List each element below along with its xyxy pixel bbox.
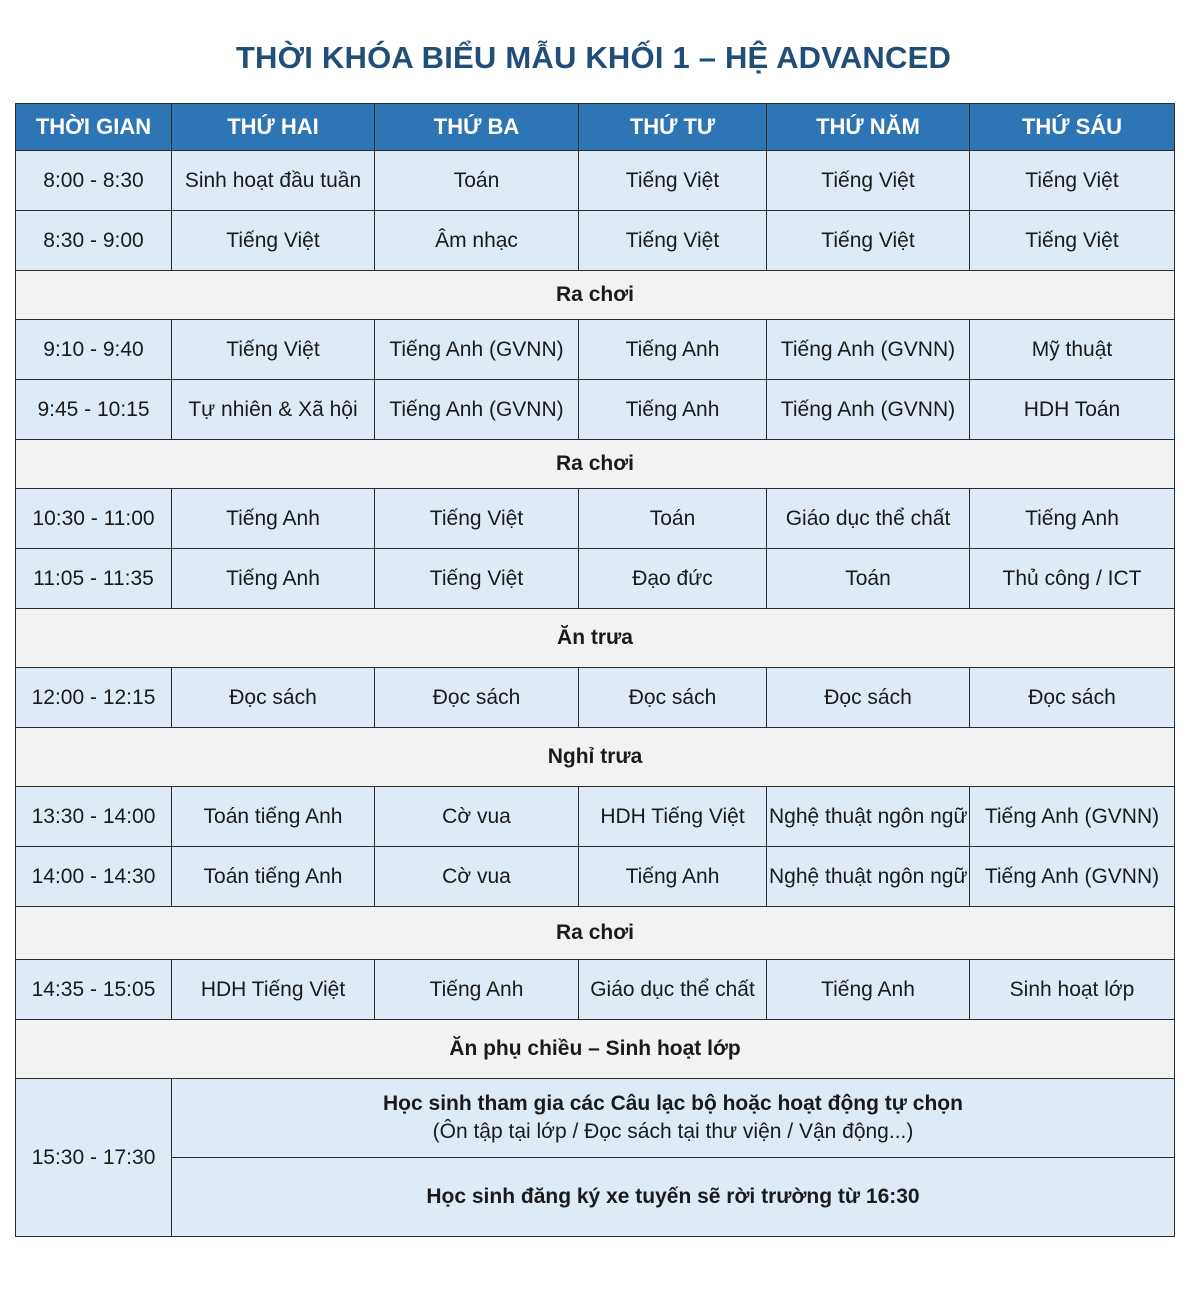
lesson-row bbox=[16, 787, 1175, 847]
time-cell: 14:00 - 14:30 bbox=[16, 847, 172, 907]
lesson-row bbox=[16, 847, 1175, 907]
time-cell: 9:10 - 9:40 bbox=[16, 320, 172, 380]
break-label: Nghỉ trưa bbox=[16, 728, 1175, 787]
subject-cell: Sinh hoạt lớp bbox=[970, 960, 1175, 1020]
break-row bbox=[16, 440, 1175, 489]
page-title: THỜI KHÓA BIỂU MẪU KHỐI 1 – HỆ ADVANCED bbox=[235, 40, 952, 75]
subject-cell: Toán bbox=[767, 549, 970, 609]
time-cell: 8:00 - 8:30 bbox=[16, 151, 172, 211]
subject-cell: Tiếng Anh bbox=[579, 380, 767, 440]
subject-cell: Tiếng Anh (GVNN) bbox=[375, 380, 579, 440]
subject-cell: Tiếng Việt bbox=[579, 211, 767, 271]
header-row bbox=[16, 104, 1175, 151]
time-cell: 14:35 - 15:05 bbox=[16, 960, 172, 1020]
subject-cell: Nghệ thuật ngôn ngữ bbox=[767, 787, 970, 847]
subject-cell: Tiếng Việt bbox=[172, 320, 375, 380]
header-wednesday: THỨ TƯ bbox=[579, 104, 767, 151]
subject-cell: Đạo đức bbox=[579, 549, 767, 609]
break-row bbox=[16, 728, 1175, 787]
bus-row bbox=[16, 1158, 1175, 1237]
subject-cell: Tiếng Việt bbox=[970, 211, 1175, 271]
lesson-row bbox=[16, 380, 1175, 440]
time-cell: 13:30 - 14:00 bbox=[16, 787, 172, 847]
lesson-row bbox=[16, 151, 1175, 211]
subject-cell: Tiếng Việt bbox=[970, 151, 1175, 211]
subject-cell: Tiếng Việt bbox=[375, 489, 579, 549]
subject-cell: HDH Tiếng Việt bbox=[172, 960, 375, 1020]
subject-cell: Tiếng Anh bbox=[172, 489, 375, 549]
subject-cell: Giáo dục thể chất bbox=[579, 960, 767, 1020]
subject-cell: HDH Toán bbox=[970, 380, 1175, 440]
break-label: Ra chơi bbox=[16, 271, 1175, 320]
club-options-text: (Ôn tập tại lớp / Đọc sách tại thư viện / Vận động...) bbox=[432, 1120, 914, 1143]
subject-cell: Toán tiếng Anh bbox=[172, 787, 375, 847]
subject-cell: Tiếng Anh bbox=[375, 960, 579, 1020]
time-cell: 12:00 - 12:15 bbox=[16, 668, 172, 728]
subject-cell: Toán bbox=[375, 151, 579, 211]
subject-cell: Tiếng Việt bbox=[767, 151, 970, 211]
break-label: Ăn phụ chiều – Sinh hoạt lớp bbox=[16, 1020, 1175, 1079]
timetable bbox=[15, 103, 1175, 1237]
subject-cell: Đọc sách bbox=[579, 668, 767, 728]
subject-cell: Cờ vua bbox=[375, 787, 579, 847]
break-label: Ra chơi bbox=[16, 907, 1175, 960]
subject-cell: Tự nhiên & Xã hội bbox=[172, 380, 375, 440]
lesson-row bbox=[16, 211, 1175, 271]
subject-cell: Tiếng Anh bbox=[970, 489, 1175, 549]
subject-cell: Âm nhạc bbox=[375, 211, 579, 271]
subject-cell: Đọc sách bbox=[767, 668, 970, 728]
header-time: THỜI GIAN bbox=[16, 104, 172, 151]
time-cell: 10:30 - 11:00 bbox=[16, 489, 172, 549]
subject-cell: Tiếng Việt bbox=[172, 211, 375, 271]
break-row bbox=[16, 907, 1175, 960]
bus-notice: Học sinh đăng ký xe tuyến sẽ rời trường từ 16:30 bbox=[172, 1158, 1175, 1237]
lesson-row bbox=[16, 960, 1175, 1020]
header-friday: THỨ SÁU bbox=[970, 104, 1175, 151]
subject-cell: Tiếng Anh (GVNN) bbox=[970, 787, 1175, 847]
subject-cell: Tiếng Anh (GVNN) bbox=[375, 320, 579, 380]
subject-cell: Giáo dục thể chất bbox=[767, 489, 970, 549]
subject-cell: Mỹ thuật bbox=[970, 320, 1175, 380]
subject-cell: Cờ vua bbox=[375, 847, 579, 907]
subject-cell: Tiếng Việt bbox=[767, 211, 970, 271]
subject-cell: Đọc sách bbox=[375, 668, 579, 728]
club-row bbox=[16, 1079, 1175, 1158]
subject-cell: Tiếng Anh bbox=[172, 549, 375, 609]
lesson-row bbox=[16, 489, 1175, 549]
time-cell: 11:05 - 11:35 bbox=[16, 549, 172, 609]
lesson-row bbox=[16, 320, 1175, 380]
subject-cell: Tiếng Việt bbox=[579, 151, 767, 211]
header-tuesday: THỨ BA bbox=[375, 104, 579, 151]
subject-cell: Tiếng Anh bbox=[579, 847, 767, 907]
subject-cell: Sinh hoạt đầu tuần bbox=[172, 151, 375, 211]
subject-cell: Tiếng Anh bbox=[579, 320, 767, 380]
club-activities-text: Học sinh tham gia các Câu lạc bộ hoặc hoạt động tự chọn bbox=[383, 1092, 963, 1115]
break-label: Ra chơi bbox=[16, 440, 1175, 489]
time-cell: 9:45 - 10:15 bbox=[16, 380, 172, 440]
club-activities-cell bbox=[172, 1079, 1175, 1158]
header-monday: THỨ HAI bbox=[172, 104, 375, 151]
break-row bbox=[16, 609, 1175, 668]
break-row bbox=[16, 271, 1175, 320]
subject-cell: Toán tiếng Anh bbox=[172, 847, 375, 907]
header-thursday: THỨ NĂM bbox=[767, 104, 970, 151]
subject-cell: Tiếng Anh bbox=[767, 960, 970, 1020]
break-row bbox=[16, 1020, 1175, 1079]
subject-cell: Toán bbox=[579, 489, 767, 549]
time-cell: 8:30 - 9:00 bbox=[16, 211, 172, 271]
lesson-row bbox=[16, 549, 1175, 609]
time-cell: 15:30 - 17:30 bbox=[16, 1079, 172, 1237]
subject-cell: Tiếng Anh (GVNN) bbox=[767, 320, 970, 380]
subject-cell: Đọc sách bbox=[970, 668, 1175, 728]
subject-cell: Tiếng Anh (GVNN) bbox=[970, 847, 1175, 907]
subject-cell: Đọc sách bbox=[172, 668, 375, 728]
subject-cell: Tiếng Việt bbox=[375, 549, 579, 609]
subject-cell: Thủ công / ICT bbox=[970, 549, 1175, 609]
break-label: Ăn trưa bbox=[16, 609, 1175, 668]
subject-cell: Nghệ thuật ngôn ngữ bbox=[767, 847, 970, 907]
subject-cell: Tiếng Anh (GVNN) bbox=[767, 380, 970, 440]
lesson-row bbox=[16, 668, 1175, 728]
subject-cell: HDH Tiếng Việt bbox=[579, 787, 767, 847]
